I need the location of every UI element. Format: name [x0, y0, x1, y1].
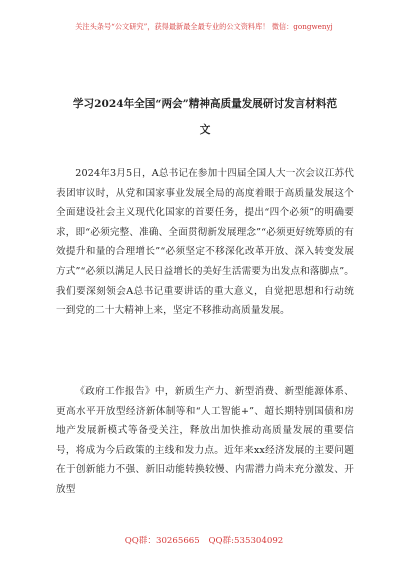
footer-contact-text: QQ群：30265665 QQ群:535304092: [124, 536, 284, 546]
document-title-line-2: 文: [199, 124, 211, 136]
body-paragraph-2: 《政府工作报告》中，新质生产力、新型消费、新型能源体系、更高水平开放型经济新体制等和“人工智能+”、超长期特别国债和房地产发展新模式等备受关注，释放出加快推动高质量发展的重要信号，将成为今后政策的主线和发力点。近年来xx经济发展的主要问题在于创新能力不强、新旧动能转换较慢、内需潜力尚未充分激发、开放型: [56, 386, 354, 495]
header-promo-text: 关注头条号“公文研究”，获得最新最全最专业的公文资料库！ 微信：gongwenyj: [75, 22, 333, 31]
body-paragraph-1: 2024年3月5日，A总书记在参加十四届全国人大一次会议江苏代表团审议时，从党和国家事业发展全局的高度着眼于高质量发展这个全面建设社会主义现代化国家的首要任务，提出“四个必须”的明确要求，即“必须完整、准确、全面贯彻新发展理念”“必须更好统筹质的有效提升和量的合理增长”“必须坚定不移深化改革开放、深入转变发展方式”“必须以满足人民日益增长的美好生活需要为出发点和落脚点”。我们要深刻领会A总书记重要讲话的重大意义，自觉把思想和行动统一到党的二十大精神上来，坚定不移推动高质量发展。: [56, 168, 354, 317]
document-title-line-1: 学习2024年全国“两会”精神高质量发展研讨发言材料范: [72, 98, 338, 110]
